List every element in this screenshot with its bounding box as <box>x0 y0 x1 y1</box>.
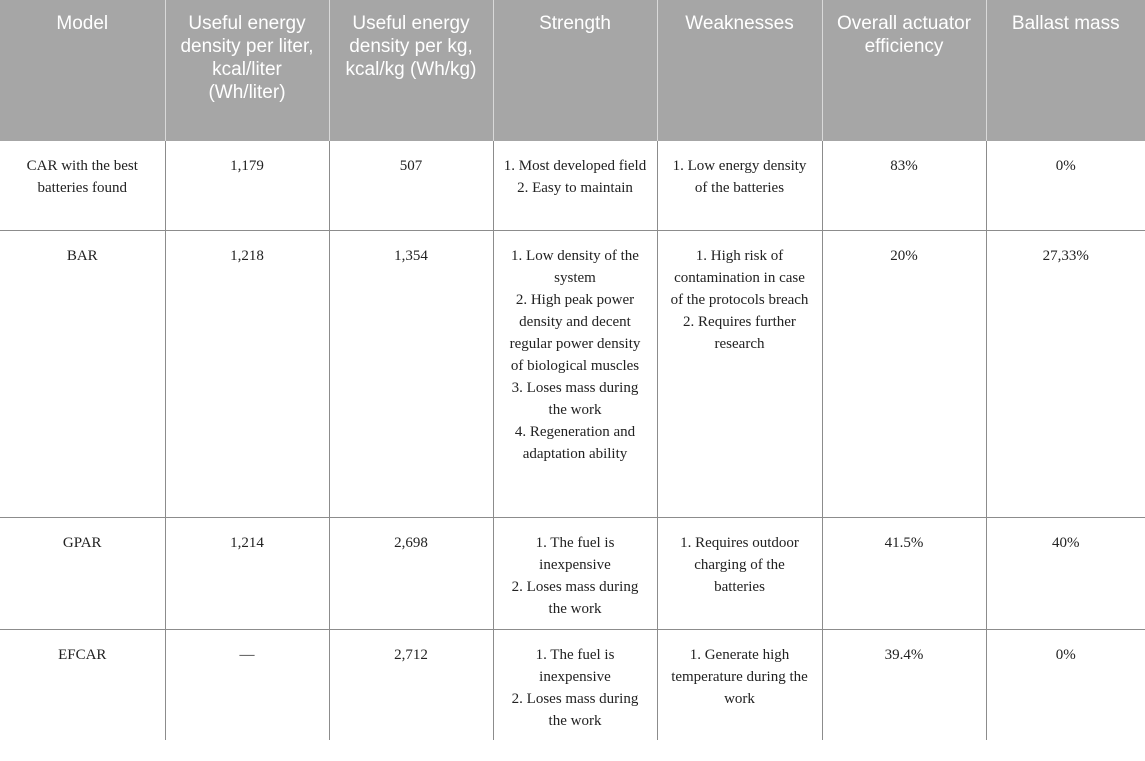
table-row <box>0 629 1145 740</box>
cell-per-liter: 1,179 <box>165 141 329 230</box>
header-strength: Strength <box>493 0 657 141</box>
cell-per-liter: 1,214 <box>165 517 329 629</box>
cell-model: GPAR <box>0 517 165 629</box>
cell-weaknesses <box>657 517 822 629</box>
strength-item: 1. The fuel is inexpensive <box>535 534 615 573</box>
cell-per-liter: 1,218 <box>165 230 329 517</box>
cell-model: CAR with the best batteries found <box>0 141 165 230</box>
cell-per-kg: 507 <box>329 141 493 230</box>
cell-ballast: 0% <box>1055 646 1076 663</box>
strength-item: 4. Regeneration and adaptation ability <box>514 423 636 462</box>
strength-item: 2. High peak power density and decent regular power density of biological muscles <box>509 291 641 374</box>
cell-per-kg: 1,354 <box>329 230 493 517</box>
cell-ballast: 0% <box>986 141 1145 230</box>
table-row <box>0 517 1145 629</box>
weakness-item: 1. Low energy density of the batteries <box>672 158 807 196</box>
header-weaknesses: Weaknesses <box>657 0 822 141</box>
cell-strength <box>493 230 657 517</box>
weakness-item: 1. Requires outdoor charging of the batteries <box>680 534 799 595</box>
strength-item: 2. Loses mass during the work <box>511 578 639 617</box>
weakness-item: 1. Generate high temperature during the work <box>671 646 808 707</box>
strength-item: 3. Loses mass during the work <box>511 379 639 418</box>
cell-per-liter: — <box>165 629 329 740</box>
strength-item: 2. Loses mass during the work <box>511 690 639 729</box>
strength-item: 1. Most developed field <box>503 158 647 174</box>
cell-efficiency: 83% <box>822 141 986 230</box>
cell-efficiency: 41.5% <box>822 517 986 629</box>
table-row <box>0 141 1145 230</box>
cell-weaknesses <box>657 141 822 230</box>
strength-item: 2. Easy to maintain <box>517 180 633 196</box>
cell-ballast: 40% <box>986 517 1145 629</box>
cell-strength <box>493 629 657 740</box>
weakness-item: 2. Requires further research <box>683 313 796 352</box>
header-model: Model <box>0 0 165 141</box>
strength-item: 1. Low density of the system <box>511 247 639 286</box>
cell-strength <box>493 517 657 629</box>
cell-efficiency: 39.4% <box>822 629 986 740</box>
header-efficiency: Overall actuator efficiency <box>822 0 986 141</box>
header-row <box>0 0 1145 141</box>
table-row <box>0 230 1145 517</box>
cell-weaknesses <box>657 230 822 517</box>
cell-model: BAR <box>0 230 165 517</box>
header-energy-per-kg: Useful energy density per kg, kcal/kg (Wh/kg) <box>329 0 493 141</box>
cell-per-kg: 2,698 <box>329 517 493 629</box>
strength-item: 1. The fuel is inexpensive <box>535 646 615 685</box>
cell-per-kg: 2,712 <box>329 629 493 740</box>
cell-ballast: 27,33% <box>986 230 1145 517</box>
header-energy-per-liter: Useful energy density per liter, kcal/liter (Wh/liter) <box>165 0 329 141</box>
cell-efficiency: 20% <box>822 230 986 517</box>
cell-model: EFCAR <box>0 629 165 740</box>
weakness-item: 1. High risk of contamination in case of the protocols breach <box>670 247 809 308</box>
cell-weaknesses <box>657 629 822 740</box>
header-ballast-mass: Ballast mass <box>986 0 1145 141</box>
cell-strength <box>493 141 657 230</box>
